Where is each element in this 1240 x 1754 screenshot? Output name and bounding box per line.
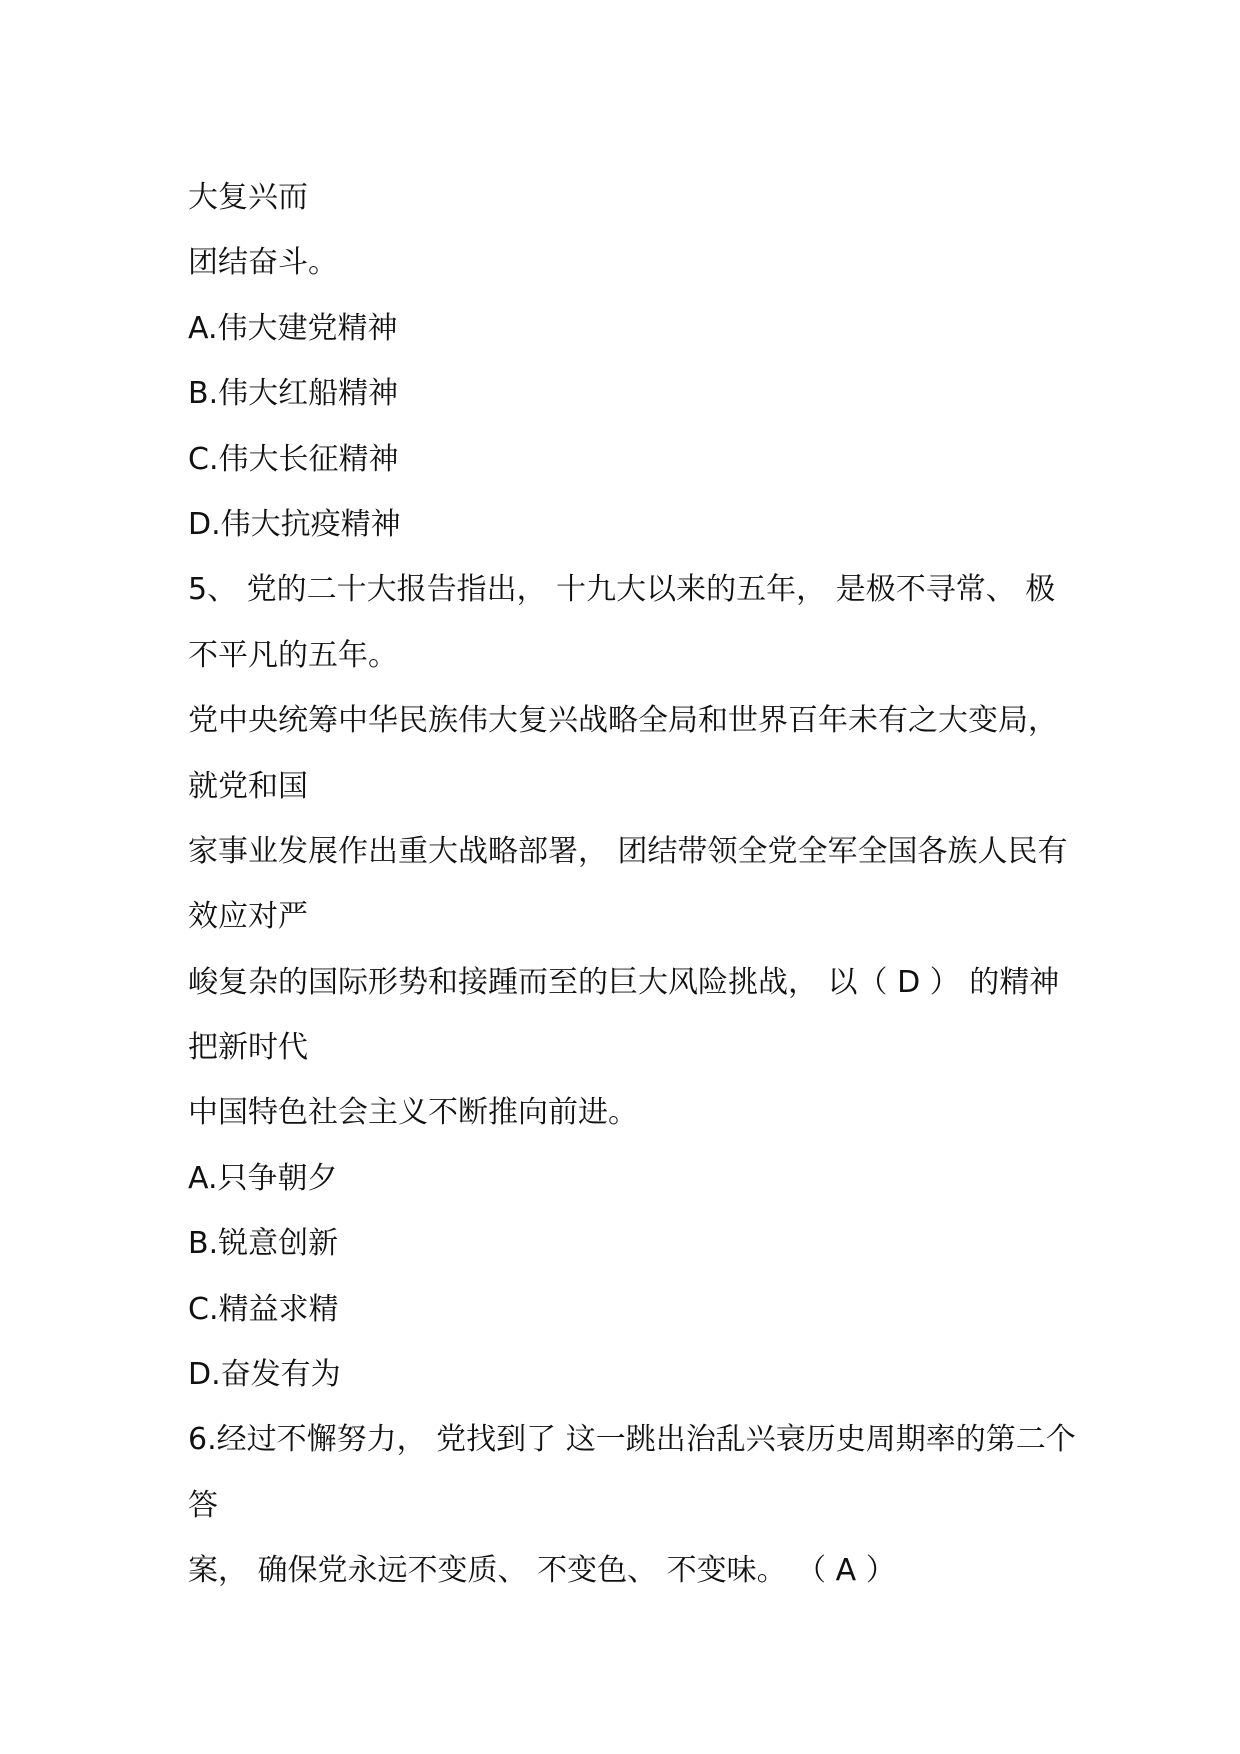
question-5-option-c: C.精益求精: [188, 1291, 339, 1327]
question-5-stem-line: 家事业发展作出重大战略部署， 团结带领全党全军全国各族人民有: [188, 833, 1068, 869]
question-5-stem-line: 峻复杂的国际形势和接踵而至的巨大风险挑战， 以（ D ） 的精神: [188, 964, 1060, 1000]
question-6-stem-line: 6.经过不懈努力， 党找到了 这一跳出治乱兴衰历史周期率的第二个: [188, 1422, 1076, 1458]
question-6: [188, 1407, 1188, 1603]
question-4: [188, 165, 1188, 557]
question-5: [188, 557, 1188, 1407]
question-5-stem-line: 党中央统筹中华民族伟大复兴战略全局和世界百年未有之大变局，: [188, 703, 1058, 739]
question-4-option-c: C.伟大长征精神: [188, 441, 399, 477]
question-5-stem-line: 5、 党的二十大报告指出， 十九大以来的五年， 是极不寻常、 极: [188, 572, 1056, 608]
document-body: [188, 165, 1188, 1604]
question-5-option-d: D.奋发有为: [188, 1357, 341, 1393]
question-5-option-a: A.只争朝夕: [188, 1160, 338, 1196]
question-4-option-d: D.伟大抗疫精神: [188, 506, 401, 542]
question-5-stem-line: 中国特色社会主义不断推向前进。: [188, 1095, 638, 1131]
question-4-option-b: B.伟大红船精神: [188, 376, 399, 412]
question-6-stem-line: 答: [188, 1487, 218, 1523]
question-4-stem-line: 大复兴而: [188, 180, 308, 215]
question-5-stem-line: 不平凡的五年。: [188, 637, 398, 673]
question-6-stem-line: 案， 确保党永远不变质、 不变色、 不变味。 （ A ）: [188, 1553, 896, 1589]
question-4-option-a: A.伟大建党精神: [188, 310, 398, 346]
question-5-stem-line: 效应对严: [188, 899, 308, 935]
question-5-stem-line: 就党和国: [188, 768, 308, 804]
question-4-stem-line: 团结奋斗。: [188, 245, 338, 281]
question-5-stem-line: 把新时代: [188, 1030, 308, 1066]
question-5-option-b: B.锐意创新: [188, 1226, 339, 1262]
